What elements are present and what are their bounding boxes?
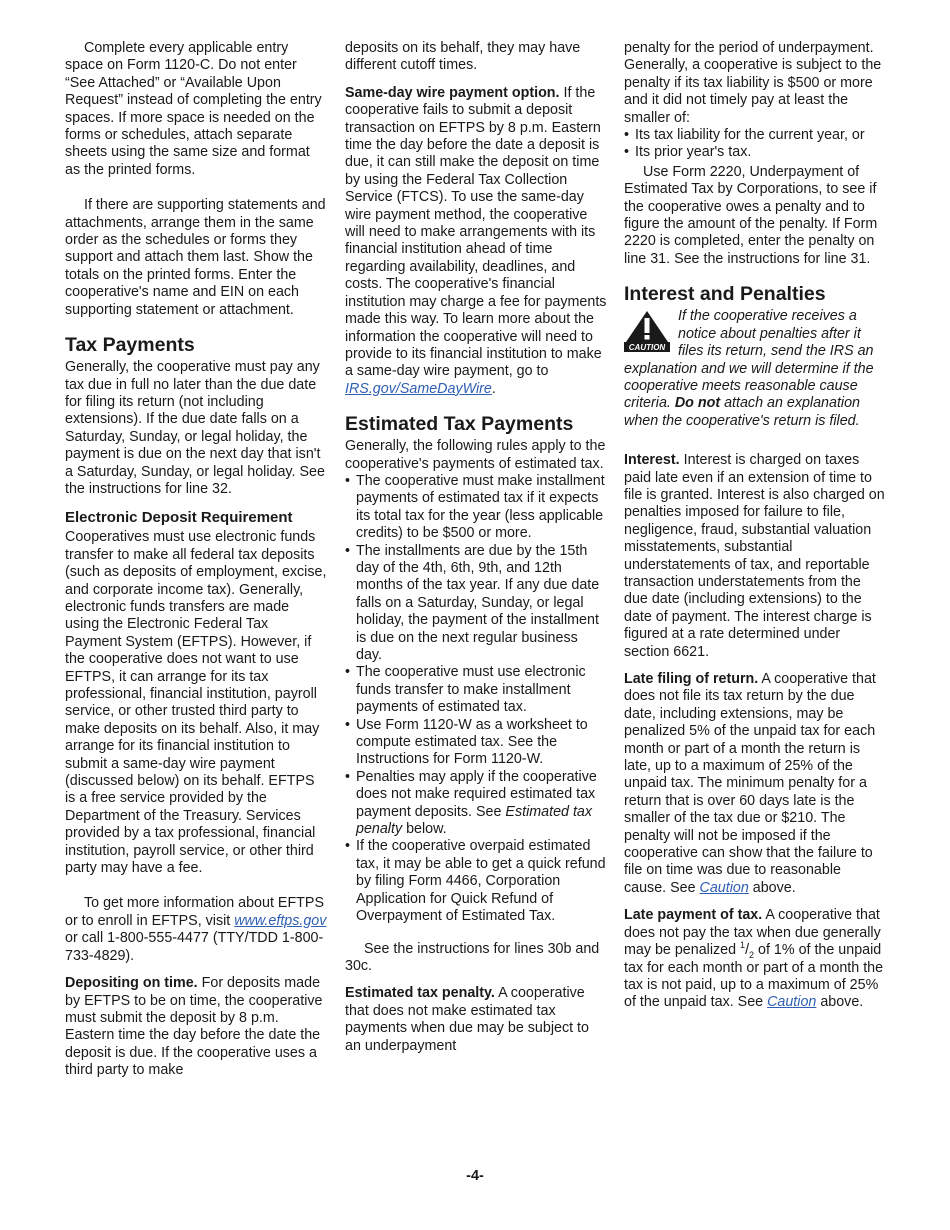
paragraph-eftps-info: To get more information about EFTPS or to enroll in EFTPS, visit www.eftps.gov or call 1-800-555-4477 (TTY/TDD 1-800-733-4829). bbox=[65, 895, 327, 964]
paragraph-depositing-on-time: Depositing on time. For deposits made by EFTPS to be on time, the cooperative must submit the deposit by 8 p.m. Eastern time the day before the date the deposit is due. If the cooperative uses a third party to make bbox=[65, 975, 323, 1079]
caution-link[interactable]: Caution bbox=[699, 879, 749, 896]
paragraph: See the instructions for lines 30b and 30c. bbox=[345, 940, 600, 974]
paragraph-interest: Interest. Interest is charged on taxes paid late even if an extension of time to file is granted. Interest is also charged on penalties imposed for failure to file, negligence, fraud, substantial valuation misstatements, substantial understatements of tax, and reportable transaction understatements from the due date (including extensions) to the date of payment. The interest charge is figured at a rate determined under section 6621. bbox=[624, 452, 885, 660]
list-item: • Use Form 1120-W as a worksheet to compute estimated tax. See the Instructions for Form 1120-W. bbox=[345, 717, 607, 769]
paragraph: Generally, the cooperative must pay any tax due in full no later than the due date for filing its return (not including extensions). If the due date falls on a Saturday, Sunday, or legal holiday, the payment is due on the next day that isn't a Saturday, Sunday, or legal holiday. See the instructions for line 32. bbox=[65, 359, 325, 497]
list-item: • Its prior year's tax. bbox=[624, 144, 886, 161]
eftps-link[interactable]: www.eftps.gov bbox=[234, 912, 327, 929]
fraction-denominator: 2 bbox=[749, 949, 755, 960]
column-1 bbox=[65, 40, 327, 1090]
paragraph-late-payment: Late payment of tax. A cooperative that does not pay the tax when due generally may be penalized $^1/_2$ of 1% of the unpaid tax for each month or part of a month the tax is not paid, up to a maximum of 25% of the unpaid tax. See Caution above. bbox=[624, 907, 884, 1011]
paragraph: If there are supporting statements and attachments, arrange them in the same order as the schedules or forms they support and attach them last. Show the totals on the printed forms. Enter the cooperative's name and EIN on each supporting statement or attachment. bbox=[65, 197, 326, 318]
paragraph: deposits on its behalf, they may have different cutoff times. bbox=[345, 40, 581, 74]
caution-note: CAUTION If the cooperative receives a notice about penalties after it files its return, send the IRS an explanation and we will determine if the cooperative meets reasonable cause criteria. Do not attach an explanation when the cooperative's return is filed. bbox=[624, 308, 874, 429]
paragraph: penalty for the period of underpayment. Generally, a cooperative is subject to the penalty if its tax liability is $500 or more and it did not timely pay at least the smaller of: bbox=[624, 40, 882, 126]
list-item: • The installments are due by the 15th day of the 4th, 6th, 9th, and 12th months of the tax year. If any due date falls on a Saturday, Sunday, or legal holiday, the payment of the installment is due on the next regular business day. bbox=[345, 543, 607, 665]
paragraph-late-filing: Late filing of return. A cooperative that does not file its tax return by the due date, including extensions, may be penalized 5% of the unpaid tax for each month or part of a month the return is late, up to a maximum of 25% of the unpaid tax. The minimum penalty for a return that is over 60 days late is the smaller of the tax due or $210. The penalty will not be imposed if the cooperative can show that the failure to file on time was due to reasonable cause. See Caution above. bbox=[624, 671, 876, 896]
paragraph: Generally, the following rules apply to the cooperative's payments of estimated tax. bbox=[345, 438, 606, 472]
caution-label: CAUTION bbox=[628, 343, 666, 353]
paragraph: Use Form 2220, Underpayment of Estimated Tax by Corporations, to see if the cooperative owes a penalty and to figure the amount of the penalty. If Form 2220 is completed, enter the penalty on line 31. See the instructions for line 31. bbox=[624, 163, 878, 267]
fraction-numerator: 1 bbox=[740, 940, 746, 951]
same-day-wire-link[interactable]: IRS.gov/SameDayWire bbox=[345, 380, 492, 397]
heading-estimated-tax-payments: Estimated Tax Payments bbox=[345, 413, 574, 436]
paragraph: Complete every applicable entry space on Form 1120-C. Do not enter “See Attached” or “Available Upon Request” instead of completing the entry spaces. If more space is needed on the forms or schedules, attach separate sheets using the same size and format as the printed forms. bbox=[65, 40, 322, 178]
heading-tax-payments: Tax Payments bbox=[65, 334, 195, 357]
column-3 bbox=[624, 40, 886, 1022]
list-item: • If the cooperative overpaid estimated tax, it may be able to get a quick refund by filing Form 4466, Corporation Application for Quick Refund of Overpayment of Estimated Tax. bbox=[345, 838, 607, 925]
heading-interest-and-penalties: Interest and Penalties bbox=[624, 283, 826, 306]
column-2 bbox=[345, 40, 607, 1065]
paragraph-same-day-wire: Same-day wire payment option. If the cooperative fails to submit a deposit transaction on EFTPS by 8 p.m. Eastern time the day before the date a deposit is due, it can still make the deposit on time by using the Federal Tax Collection Service (FTCS). To use the same-day wire payment method, the cooperative will need to make arrangements with its financial institution ahead of time regarding availability, deadlines, and costs. The cooperative's financial institution may charge a fee for payments made this way. To learn more about the information the cooperative will need to provide to its financial institution to make a same-day wire payment, go to IRS.gov/SameDayWire. bbox=[345, 84, 607, 397]
paragraph-estimated-tax-penalty: Estimated tax penalty. A cooperative that does not make estimated tax payments when due may be subject to an underpayment bbox=[345, 985, 589, 1054]
heading-electronic-deposit: Electronic Deposit Requirement bbox=[65, 509, 293, 527]
caution-icon bbox=[624, 310, 670, 352]
list-item: • The cooperative must make installment payments of estimated tax if it expects its total tax for the year (less applicable credits) to be $500 or more. bbox=[345, 473, 607, 543]
caution-link[interactable]: Caution bbox=[767, 994, 817, 1011]
list-item: • The cooperative must use electronic funds transfer to make installment payments of estimated tax. bbox=[345, 664, 607, 716]
list-item: • Its tax liability for the current year, or bbox=[624, 127, 886, 144]
paragraph: Cooperatives must use electronic funds transfer to make all federal tax deposits (such as deposits of employment, excise, and corporate income tax). Generally, electronic funds transfers are made using the Electronic Federal Tax Payment System (EFTPS). However, if the cooperative does not want to use EFTPS, it can arrange for its tax professional, financial institution, payroll service, or other trusted third party to make deposits on its behalf. Also, it may arrange for its financial institution to submit a same-day wire payment (discussed below) on its behalf. EFTPS is a free service provided by the Department of the Treasury. Services provided by a tax professional, financial institution, payroll service, or other third party may have a fee. bbox=[65, 529, 327, 877]
page-number: -4- bbox=[466, 1168, 484, 1184]
list-item: • Penalties may apply if the cooperative does not make required estimated tax payment deposits. See Estimated tax penalty below. bbox=[345, 769, 607, 839]
